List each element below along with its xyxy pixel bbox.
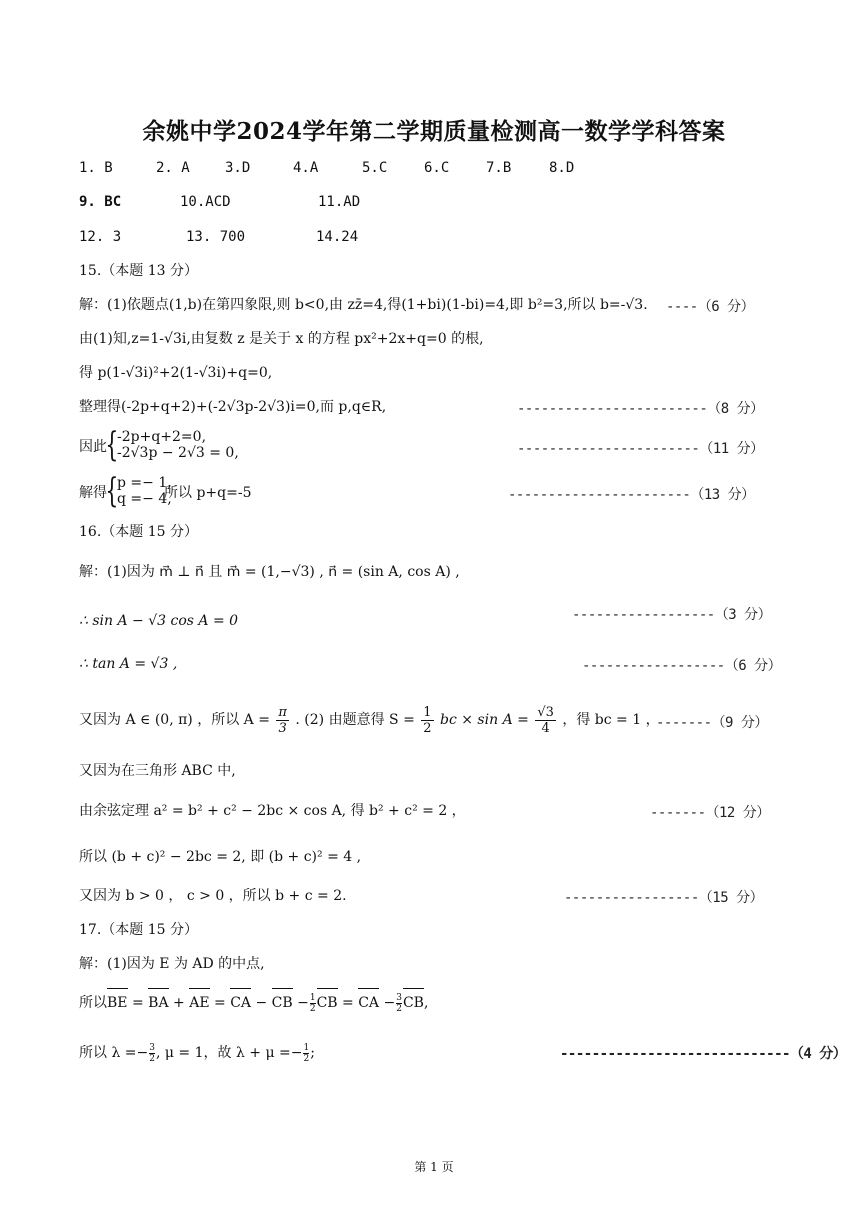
vector-cb: CB [317,990,338,1016]
fraction-denominator: 4 [541,720,550,736]
plus-sign: + [168,995,190,1011]
q15-header: 15.（本题 13 分） [79,263,198,279]
q16-line-4-part-c: bc × sin A = [440,712,529,728]
vector-ba: BA [148,990,168,1016]
q17-line-1: 解：(1)因为 E 为 AD 的中点, [79,956,265,972]
q15-line-6-prefix: 解得 [79,485,107,501]
fraction-denominator: 2 [423,720,432,736]
q15-system-2-eq2: q =− 4, [117,491,172,507]
fraction-pi-over-3 [276,705,289,736]
answer-14: 14.24 [316,229,359,245]
q15-line-1: 解：(1)依题点(1,b)在第四象限,则 b<0,由 zz̄=4,得(1+bi)(1-bi)=4,即 b²=3,所以 b=-√3. [79,297,648,313]
answer-4: 4.A [293,160,319,176]
page-number: 第 1 页 [414,1160,454,1174]
q17-score-1: -----------------------------（4 分） [560,1046,847,1062]
vector-ca: CA [230,990,251,1016]
q17-header: 17.（本题 15 分） [79,922,198,938]
q16-line-2: ∴ sin A − √3 cos A = 0 [79,613,239,629]
q17-line-3-part-b: , μ = 1，故 λ + μ =− [155,1045,303,1061]
q16-line-4-part-a: 又因为 A ∈ (0, π) ，所以 A = [79,712,270,728]
answer-10: 10.ACD [180,194,231,210]
q16-line-4-part-d: ，得 bc = 1 ， [562,712,660,728]
q15-line-6-suffix: 所以 p+q=-5 [164,485,252,501]
fraction-denominator: 2 [303,1053,310,1064]
q16-score-4: -------（12 分） [650,805,770,821]
vector-cb: CB [272,990,293,1016]
fraction-denominator: 2 [309,1003,316,1014]
q16-score-5: -----------------（15 分） [564,890,764,906]
fraction-numerator: 1 [303,1042,310,1053]
q16-line-4 [79,704,660,736]
q16-line-1: 解：(1)因为 m⃗ ⊥ n⃗ 且 m⃗ = (1,−√3) , n⃗ = (sin A, cos A) , [79,564,460,580]
fraction-one-half [421,705,433,736]
answer-1: 1. B [79,160,113,176]
equals-sign: = [127,995,149,1011]
answer-12: 12. 3 [79,229,122,245]
fraction-numerator: 3 [396,992,402,1003]
q15-line-3: 得 p(1-√3i)²+2(1-√3i)+q=0, [79,365,273,381]
vector-cb: CB [403,990,424,1016]
q16-line-4-part-b: . (2) 由题意得 S = [295,712,415,728]
fraction-numerator: 1 [423,704,432,720]
q16-score-3: -------（9 分） [656,715,768,731]
fraction-numerator: 1 [309,992,316,1003]
fraction-three-halves [149,1043,155,1064]
minus-sign: − [292,995,309,1011]
answer-11: 11.AD [318,194,361,210]
q15-score-1: ----（6 分） [666,299,755,315]
fraction-root3-over-4 [535,705,556,736]
vector-ae: AE [189,990,209,1016]
answer-6: 6.C [424,160,450,176]
q17-line-3-part-a: 所以 λ =− [79,1045,149,1061]
fraction-one-half [310,993,316,1014]
equals-sign: = [337,995,359,1011]
answer-7: 7.B [486,160,512,176]
answer-3: 3.D [225,160,251,176]
answer-5: 5.C [362,160,388,176]
q15-system-1-eq2: -2√3p − 2√3 = 0, [117,445,239,461]
answer-8: 8.D [549,160,575,176]
q16-line-3: ∴ tan A = √3 , [79,656,178,672]
equals-sign: = [209,995,231,1011]
vector-ca: CA [358,990,379,1016]
page-title: 余姚中学2024学年第二学期质量检测高一数学学科答案 [142,118,726,145]
fraction-denominator: 2 [149,1053,155,1064]
q16-line-5: 又因为在三角形 ABC 中, [79,763,236,779]
comma: , [423,995,429,1011]
q17-line-3 [79,1040,315,1066]
q16-header: 16.（本题 15 分） [79,524,198,540]
q15-system-2-eq1: p =− 1, [117,475,172,491]
fraction-numerator: √3 [537,704,554,720]
vector-be: BE [107,990,128,1016]
q15-line-5-prefix: 因此 [79,439,107,455]
left-brace-icon: { [105,471,119,511]
q16-line-6: 由余弦定理 a² = b² + c² − 2bc × cos A, 得 b² + c² = 2 ， [79,803,466,819]
q15-score-3: -----------------------（11 分） [517,441,764,457]
answer-9: 9. BC [79,194,122,210]
minus-sign: − [251,995,272,1011]
q15-score-4: -----------------------（13 分） [508,487,755,503]
q16-score-2: ------------------（6 分） [582,658,782,674]
q17-line-2 [79,990,428,1016]
q15-system-1-eq1: -2p+q+2=0, [117,429,207,445]
minus-sign: − [379,995,396,1011]
answer-13: 13. 700 [186,229,246,245]
q15-system-1 [117,429,239,461]
fraction-numerator: 3 [149,1042,155,1053]
q16-line-7: 所以 (b + c)² − 2bc = 2, 即 (b + c)² = 4 , [79,849,362,865]
q16-line-8: 又因为 b > 0 ， c > 0 ，所以 b + c = 2. [79,888,347,904]
q15-line-2: 由(1)知,z=1-√3i,由复数 z 是关于 x 的方程 px²+2x+q=0 的根, [79,331,484,347]
fraction-denominator: 3 [278,720,287,736]
q17-line-3-part-c: ; [310,1045,315,1061]
fraction-denominator: 2 [396,1003,402,1014]
fraction-three-halves [396,993,402,1014]
left-brace-icon: { [105,425,119,465]
answer-2: 2. A [156,160,190,176]
q17-line-2-prefix: 所以 [79,995,107,1011]
q15-line-4: 整理得(-2p+q+2)+(-2√3p-2√3)i=0,而 p,q∈R, [79,399,387,415]
fraction-numerator: π [278,704,287,720]
q16-score-1: ------------------（3 分） [572,607,772,623]
q15-score-2: ------------------------（8 分） [517,401,764,417]
fraction-one-half [303,1043,309,1064]
